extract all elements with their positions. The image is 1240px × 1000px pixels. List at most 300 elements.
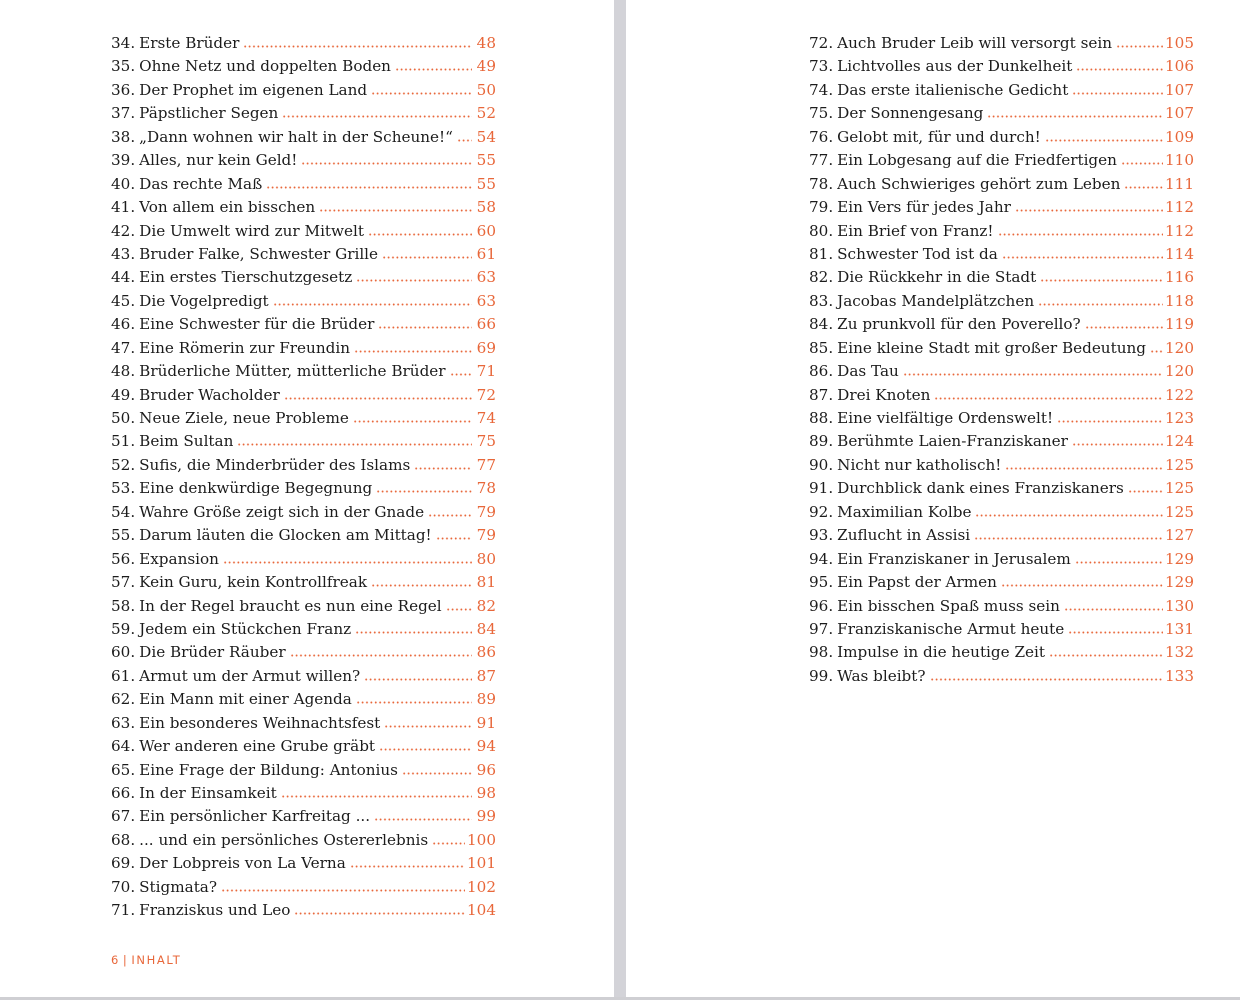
chapter-title: Kein Guru, kein Kontrollfreak xyxy=(139,573,368,592)
page-reference: 58 xyxy=(476,198,496,217)
page-reference: 74 xyxy=(476,409,496,427)
page-reference: 107 xyxy=(1165,80,1194,99)
chapter-number: 88. xyxy=(809,409,834,427)
page-reference: 80 xyxy=(476,549,496,568)
chapter-title: Das erste italienische Gedicht xyxy=(837,80,1069,99)
chapter-title: Durchblick dank eines Franziskaners xyxy=(837,479,1124,498)
dot-leader xyxy=(1116,45,1163,48)
page-reference: 127 xyxy=(1165,526,1194,545)
toc-entry xyxy=(809,149,1194,172)
dot-leader xyxy=(1002,256,1163,259)
chapter-number: 78. xyxy=(809,174,834,193)
page-reference: 50 xyxy=(476,80,496,99)
toc-entry xyxy=(111,852,496,875)
chapter-title: Erste Brüder xyxy=(139,34,240,52)
chapter-number: 67. xyxy=(111,807,136,826)
chapter-number: 46. xyxy=(111,315,136,334)
page-reference: 125 xyxy=(1165,502,1194,521)
dot-leader xyxy=(237,443,472,446)
toc-entry xyxy=(111,196,496,219)
dot-leader xyxy=(1072,443,1163,446)
chapter-number: 60. xyxy=(111,643,136,662)
dot-leader xyxy=(374,818,472,821)
dot-leader xyxy=(301,162,472,165)
dot-leader xyxy=(1038,303,1163,306)
chapter-number: 92. xyxy=(809,502,834,521)
page-reference: 122 xyxy=(1165,385,1194,404)
chapter-number: 79. xyxy=(809,198,834,217)
page-reference: 89 xyxy=(476,690,496,709)
chapter-number: 82. xyxy=(809,268,834,287)
page-reference: 132 xyxy=(1165,643,1194,662)
chapter-number: 63. xyxy=(111,713,136,732)
chapter-title: Franziskus und Leo xyxy=(139,901,291,920)
page-reference: 99 xyxy=(476,807,496,826)
page-reference: 120 xyxy=(1165,362,1194,381)
chapter-number: 54. xyxy=(111,502,136,521)
chapter-title: Der Lobpreis von La Verna xyxy=(139,854,346,873)
chapter-title: Darum läuten die Glocken am Mittag! xyxy=(139,526,432,545)
toc-entry xyxy=(809,337,1194,360)
chapter-title: In der Regel braucht es nun eine Regel xyxy=(139,596,442,615)
dot-leader xyxy=(395,68,472,71)
chapter-title: Expansion xyxy=(139,549,219,568)
page-reference: 129 xyxy=(1165,549,1194,568)
page-reference: 54 xyxy=(476,127,496,146)
toc-entry xyxy=(111,688,496,711)
dot-leader xyxy=(354,350,472,353)
toc-entry xyxy=(809,173,1194,196)
dot-leader xyxy=(281,795,472,798)
toc-entry xyxy=(111,641,496,664)
toc-entry xyxy=(111,524,496,547)
toc-entry xyxy=(111,290,496,313)
toc-list-right xyxy=(809,32,1194,688)
chapter-number: 89. xyxy=(809,432,834,451)
page-reference: 130 xyxy=(1165,596,1194,615)
chapter-number: 57. xyxy=(111,573,136,592)
chapter-number: 84. xyxy=(809,315,834,334)
dot-leader xyxy=(364,678,472,681)
chapter-title: Eine Schwester für die Brüder xyxy=(139,315,375,334)
chapter-title: Franziskanische Armut heute xyxy=(837,619,1065,638)
toc-entry xyxy=(809,266,1194,289)
page-reference: 94 xyxy=(476,737,496,756)
chapter-title: Lichtvolles aus der Dunkelheit xyxy=(837,57,1073,76)
page-reference: 48 xyxy=(476,34,496,52)
page-reference: 116 xyxy=(1165,268,1194,287)
dot-leader xyxy=(1085,326,1163,329)
toc-entry xyxy=(111,79,496,102)
toc-entry xyxy=(809,524,1194,547)
toc-entry xyxy=(111,712,496,735)
toc-entry xyxy=(809,430,1194,453)
page-reference: 112 xyxy=(1165,198,1194,217)
dot-leader xyxy=(294,912,465,915)
chapter-title: Berühmte Laien-Franziskaner xyxy=(837,432,1068,451)
toc-entry xyxy=(111,32,496,55)
dot-leader xyxy=(1064,608,1163,611)
dot-leader xyxy=(1045,139,1163,142)
page-reference: 61 xyxy=(476,244,496,263)
chapter-number: 45. xyxy=(111,291,136,310)
page-reference: 120 xyxy=(1165,338,1194,357)
page-reference: 100 xyxy=(467,830,496,849)
chapter-title: Was bleibt? xyxy=(837,666,926,685)
toc-entry xyxy=(111,266,496,289)
toc-entry xyxy=(111,313,496,336)
dot-leader xyxy=(1057,420,1163,423)
footer-section-label: INHALT xyxy=(131,953,182,967)
dot-leader xyxy=(356,279,472,282)
chapter-title: Die Umwelt wird zur Mitwelt xyxy=(139,221,364,240)
toc-entry xyxy=(111,337,496,360)
toc-entry xyxy=(809,641,1194,664)
toc-entry xyxy=(111,430,496,453)
toc-entry xyxy=(111,805,496,828)
page-reference: 77 xyxy=(476,455,496,474)
toc-entry xyxy=(111,173,496,196)
chapter-title: Der Prophet im eigenen Land xyxy=(139,80,368,99)
dot-leader xyxy=(319,209,472,212)
chapter-number: 99. xyxy=(809,666,834,685)
dot-leader xyxy=(379,748,472,751)
chapter-number: 96. xyxy=(809,596,834,615)
dot-leader xyxy=(382,256,472,259)
page-reference: 102 xyxy=(467,877,496,896)
chapter-title: Wahre Größe zeigt sich in der Gnade xyxy=(139,502,425,521)
chapter-title: Alles, nur kein Geld! xyxy=(139,151,298,170)
chapter-number: 68. xyxy=(111,830,136,849)
page-reference: 104 xyxy=(467,901,496,920)
toc-entry xyxy=(111,548,496,571)
page-reference: 98 xyxy=(476,784,496,802)
dot-leader xyxy=(273,303,472,306)
chapter-number: 58. xyxy=(111,596,136,615)
toc-entry xyxy=(111,665,496,688)
toc-entry xyxy=(809,548,1194,571)
chapter-title: Die Vogelpredigt xyxy=(139,291,269,310)
page-reference: 131 xyxy=(1165,619,1194,638)
page-reference: 114 xyxy=(1165,244,1194,263)
chapter-number: 48. xyxy=(111,362,136,381)
chapter-title: Beim Sultan xyxy=(139,432,234,451)
chapter-title: Sufis, die Minderbrüder des Islams xyxy=(139,455,411,474)
chapter-number: 44. xyxy=(111,268,136,287)
chapter-title: Impulse in die heutige Zeit xyxy=(837,643,1045,662)
chapter-number: 80. xyxy=(809,221,834,240)
chapter-title: Stigmata? xyxy=(139,877,217,896)
dot-leader xyxy=(450,373,472,376)
chapter-number: 66. xyxy=(111,784,136,802)
chapter-title: Wer anderen eine Grube gräbt xyxy=(139,737,376,756)
toc-entry xyxy=(809,32,1194,55)
toc-entry xyxy=(111,149,496,172)
chapter-number: 74. xyxy=(809,80,834,99)
dot-leader xyxy=(282,115,472,118)
dot-leader xyxy=(266,186,472,189)
toc-entry xyxy=(809,407,1194,430)
page-reference: 105 xyxy=(1165,34,1194,52)
dot-leader xyxy=(1049,654,1163,657)
chapter-number: 37. xyxy=(111,104,136,123)
chapter-title: Bruder Falke, Schwester Grille xyxy=(139,244,379,263)
dot-leader xyxy=(284,397,472,400)
page-reference: 110 xyxy=(1165,151,1194,170)
toc-entry xyxy=(809,79,1194,102)
page-reference: 118 xyxy=(1165,291,1194,310)
toc-entry xyxy=(111,477,496,500)
page-reference: 123 xyxy=(1165,409,1194,427)
toc-entry xyxy=(809,196,1194,219)
page-reference: 78 xyxy=(476,479,496,498)
chapter-number: 61. xyxy=(111,666,136,685)
toc-entry xyxy=(809,595,1194,618)
dot-leader xyxy=(1150,350,1163,353)
page-reference: 55 xyxy=(476,174,496,193)
chapter-number: 87. xyxy=(809,385,834,404)
toc-entry xyxy=(809,55,1194,78)
page-reference: 125 xyxy=(1165,455,1194,474)
chapter-title: Ein Mann mit einer Agenda xyxy=(139,690,352,709)
chapter-title: Die Brüder Räuber xyxy=(139,643,286,662)
dot-leader xyxy=(446,608,472,611)
chapter-number: 70. xyxy=(111,877,136,896)
chapter-number: 55. xyxy=(111,526,136,545)
chapter-number: 76. xyxy=(809,127,834,146)
chapter-title: Neue Ziele, neue Probleme xyxy=(139,409,349,427)
dot-leader xyxy=(1124,186,1163,189)
footer-page-number: 6 xyxy=(111,953,120,967)
chapter-number: 62. xyxy=(111,690,136,709)
chapter-title: Drei Knoten xyxy=(837,385,931,404)
chapter-title: Die Rückkehr in die Stadt xyxy=(837,268,1037,287)
page-footer xyxy=(111,953,181,967)
dot-leader xyxy=(1121,162,1163,165)
chapter-title: Ein Lobgesang auf die Friedfertigen xyxy=(837,151,1117,170)
dot-leader xyxy=(353,420,472,423)
dot-leader xyxy=(1015,209,1163,212)
dot-leader xyxy=(221,889,465,892)
toc-entry xyxy=(111,243,496,266)
chapter-number: 83. xyxy=(809,291,834,310)
dot-leader xyxy=(368,233,472,236)
chapter-title: Maximilian Kolbe xyxy=(837,502,972,521)
chapter-title: Ein bisschen Spaß muss sein xyxy=(837,596,1060,615)
left-page xyxy=(0,0,614,997)
toc-entry xyxy=(111,829,496,852)
dot-leader xyxy=(1128,490,1163,493)
chapter-title: Ein Brief von Franz! xyxy=(837,221,994,240)
toc-entry xyxy=(111,618,496,641)
toc-entry xyxy=(809,220,1194,243)
chapter-title: Der Sonnengesang xyxy=(837,104,984,123)
toc-entry xyxy=(809,454,1194,477)
toc-entry xyxy=(809,102,1194,125)
toc-entry xyxy=(111,126,496,149)
page-reference: 87 xyxy=(476,666,496,685)
page-reference: 79 xyxy=(476,502,496,521)
page-reference: 55 xyxy=(476,151,496,170)
page-reference: 129 xyxy=(1165,573,1194,592)
page-reference: 111 xyxy=(1165,174,1194,193)
toc-entry xyxy=(809,501,1194,524)
chapter-title: Eine vielfältige Ordenswelt! xyxy=(837,409,1054,427)
toc-entry xyxy=(809,665,1194,688)
toc-entry xyxy=(809,360,1194,383)
page-reference: 79 xyxy=(476,526,496,545)
page-reference: 69 xyxy=(476,338,496,357)
chapter-title: Schwester Tod ist da xyxy=(837,244,998,263)
dot-leader xyxy=(376,490,472,493)
chapter-number: 91. xyxy=(809,479,834,498)
toc-entry xyxy=(111,735,496,758)
dot-leader xyxy=(356,701,472,704)
chapter-title: Ein erstes Tierschutzgesetz xyxy=(139,268,353,287)
toc-entry xyxy=(111,876,496,899)
page-reference: 60 xyxy=(476,221,496,240)
dot-leader xyxy=(355,631,472,634)
chapter-title: Bruder Wacholder xyxy=(139,385,280,404)
chapter-number: 98. xyxy=(809,643,834,662)
chapter-title: Eine kleine Stadt mit großer Bedeutung xyxy=(837,338,1146,357)
chapter-title: Ein Vers für jedes Jahr xyxy=(837,198,1011,217)
chapter-number: 81. xyxy=(809,244,834,263)
chapter-title: Brüderliche Mütter, mütterliche Brüder xyxy=(139,362,446,381)
chapter-number: 50. xyxy=(111,409,136,427)
dot-leader xyxy=(428,514,472,517)
chapter-number: 59. xyxy=(111,619,136,638)
chapter-number: 95. xyxy=(809,573,834,592)
chapter-title: Päpstlicher Segen xyxy=(139,104,279,123)
toc-entry xyxy=(111,55,496,78)
page-reference: 81 xyxy=(476,573,496,592)
chapter-title: Das Tau xyxy=(837,362,899,381)
chapter-title: Jedem ein Stückchen Franz xyxy=(139,619,352,638)
chapter-title: Das rechte Maß xyxy=(139,174,263,193)
toc-entry xyxy=(111,407,496,430)
chapter-title: ... und ein persönliches Ostererlebnis xyxy=(139,830,429,849)
chapter-title: Eine Frage der Bildung: Antonius xyxy=(139,760,398,779)
dot-leader xyxy=(1068,631,1163,634)
page-reference: 49 xyxy=(476,57,496,76)
dot-leader xyxy=(903,373,1163,376)
page-reference: 101 xyxy=(467,854,496,873)
page-reference: 84 xyxy=(476,619,496,638)
toc-entry xyxy=(809,126,1194,149)
page-reference: 119 xyxy=(1165,315,1194,334)
page-reference: 82 xyxy=(476,596,496,615)
footer-separator: | xyxy=(122,953,129,967)
chapter-number: 71. xyxy=(111,901,136,920)
chapter-number: 90. xyxy=(809,455,834,474)
dot-leader xyxy=(1040,279,1163,282)
chapter-number: 52. xyxy=(111,455,136,474)
dot-leader xyxy=(998,233,1164,236)
right-page xyxy=(626,0,1240,997)
toc-entry xyxy=(111,501,496,524)
dot-leader xyxy=(934,397,1163,400)
chapter-title: Ohne Netz und doppelten Boden xyxy=(139,57,391,76)
dot-leader xyxy=(1072,92,1163,95)
page-reference: 63 xyxy=(476,268,496,287)
page-reference: 96 xyxy=(476,760,496,779)
dot-leader xyxy=(371,584,472,587)
toc-entry xyxy=(111,759,496,782)
chapter-title: Jacobas Mandelplätzchen xyxy=(837,291,1035,310)
chapter-title: Ein persönlicher Karfreitag ... xyxy=(139,807,371,826)
dot-leader xyxy=(371,92,472,95)
page-reference: 72 xyxy=(476,385,496,404)
dot-leader xyxy=(432,842,465,845)
chapter-number: 47. xyxy=(111,338,136,357)
toc-entry xyxy=(111,899,496,922)
chapter-number: 34. xyxy=(111,34,136,52)
dot-leader xyxy=(987,115,1163,118)
chapter-number: 51. xyxy=(111,432,136,451)
page-reference: 133 xyxy=(1165,666,1194,685)
chapter-number: 86. xyxy=(809,362,834,381)
toc-entry xyxy=(111,454,496,477)
chapter-title: Ein Franziskaner in Jerusalem xyxy=(837,549,1071,568)
chapter-title: Auch Bruder Leib will versorgt sein xyxy=(837,34,1112,52)
toc-entry xyxy=(809,618,1194,641)
page-reference: 71 xyxy=(476,362,496,381)
dot-leader xyxy=(402,772,472,775)
toc-entry xyxy=(809,290,1194,313)
chapter-number: 41. xyxy=(111,198,136,217)
page-reference: 66 xyxy=(476,315,496,334)
chapter-title: Gelobt mit, für und durch! xyxy=(837,127,1041,146)
chapter-number: 42. xyxy=(111,221,136,240)
chapter-title: Nicht nur katholisch! xyxy=(837,455,1002,474)
chapter-title: Auch Schwieriges gehört zum Leben xyxy=(837,174,1121,193)
toc-entry xyxy=(111,571,496,594)
chapter-number: 49. xyxy=(111,385,136,404)
dot-leader xyxy=(1076,68,1163,71)
toc-entry xyxy=(809,384,1194,407)
chapter-number: 97. xyxy=(809,619,834,638)
chapter-number: 69. xyxy=(111,854,136,873)
chapter-number: 93. xyxy=(809,526,834,545)
chapter-number: 73. xyxy=(809,57,834,76)
chapter-title: Zuflucht in Assisi xyxy=(837,526,971,545)
toc-entry xyxy=(809,571,1194,594)
page-reference: 124 xyxy=(1165,432,1194,451)
page-reference: 107 xyxy=(1165,104,1194,123)
chapter-number: 39. xyxy=(111,151,136,170)
page-reference: 109 xyxy=(1165,127,1194,146)
dot-leader xyxy=(930,678,1163,681)
toc-entry xyxy=(111,384,496,407)
page-reference: 106 xyxy=(1165,57,1194,76)
page-reference: 75 xyxy=(476,432,496,451)
dot-leader xyxy=(290,654,472,657)
dot-leader xyxy=(414,467,472,470)
page-reference: 125 xyxy=(1165,479,1194,498)
chapter-number: 64. xyxy=(111,737,136,756)
chapter-number: 53. xyxy=(111,479,136,498)
chapter-title: Armut um der Armut willen? xyxy=(139,666,361,685)
dot-leader xyxy=(223,561,472,564)
chapter-title: Von allem ein bisschen xyxy=(139,198,316,217)
chapter-number: 65. xyxy=(111,760,136,779)
chapter-number: 35. xyxy=(111,57,136,76)
chapter-number: 72. xyxy=(809,34,834,52)
toc-list-left xyxy=(111,32,496,923)
dot-leader xyxy=(243,45,472,48)
dot-leader xyxy=(384,725,472,728)
